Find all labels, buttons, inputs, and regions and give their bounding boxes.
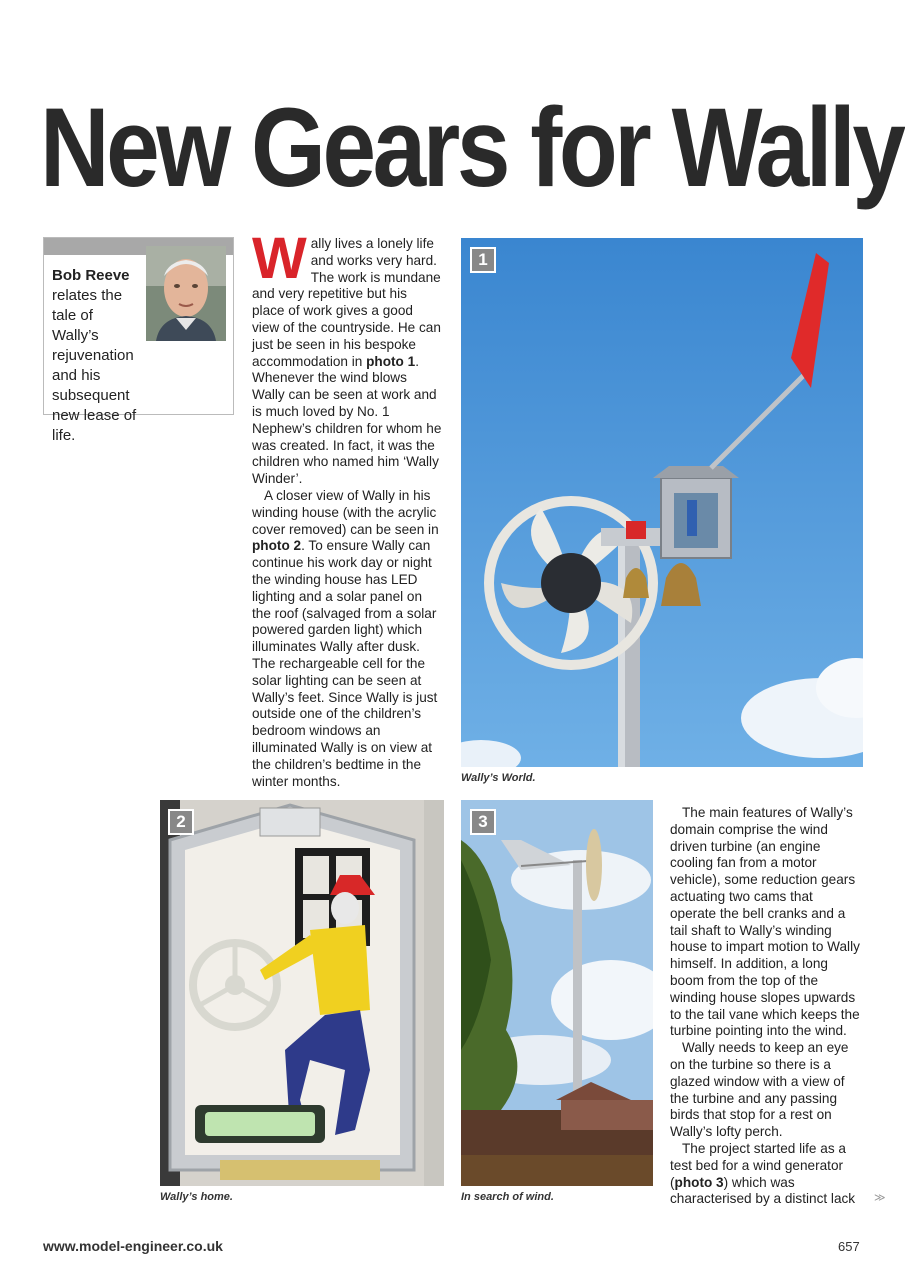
photo-1 bbox=[461, 238, 863, 767]
photo-1-caption: Wally’s World. bbox=[461, 772, 536, 784]
headline: New Gears for Wally bbox=[40, 85, 903, 210]
footer-url: www.model-engineer.co.uk bbox=[43, 1238, 223, 1254]
paragraph-2-text-a: A closer view of Wally in his winding house (with the acrylic cover removed) can be seen in bbox=[252, 487, 439, 537]
paragraph-1-text-b: . Whenever the wind blows Wally can be seen at work and is much loved by No. 1 Nephew’s children for whom he was created. In fact, it was the children who named him ‘Wally Winder’. bbox=[252, 353, 442, 487]
continue-arrow-icon: ≫ bbox=[874, 1192, 886, 1204]
paragraph-5-text-a: The project started life as a test bed for a wind generator ( bbox=[670, 1140, 846, 1190]
photo-3-number-badge: 3 bbox=[470, 809, 496, 835]
photo-3 bbox=[461, 800, 653, 1186]
photo-1-ref: photo 1 bbox=[366, 353, 416, 369]
paragraph-3: The main features of Wally’s domain comprise the wind driven turbine (an engine cooling fan from a motor vehicle), some reduction gears actuating two cams that operate the bell cranks and a tail shaft to Wally’s winding house to impart motion to Wally himself. In addition, a long boom from the top of the winding house slopes upwards to the tail vane which keeps the turbine pointing into the wind. bbox=[670, 805, 860, 1039]
author-name: Bob Reeve bbox=[52, 267, 130, 284]
photo-2 bbox=[160, 800, 444, 1186]
article-column-1 bbox=[252, 226, 442, 790]
photo-2-number-badge: 2 bbox=[168, 809, 194, 835]
dropcap: W bbox=[252, 226, 307, 291]
paragraph-5-text-b: ) which was characterised by a distinct lack bbox=[670, 1174, 856, 1207]
photo-3-caption: In search of wind. bbox=[461, 1191, 554, 1203]
paragraph-4: Wally needs to keep an eye on the turbine so there is a glazed window with a view of the turbine and any passing birds that stop for a rest on Wally’s lofty perch. bbox=[670, 1040, 849, 1140]
photo-3-ref: photo 3 bbox=[674, 1174, 724, 1190]
photo-1-number-badge: 1 bbox=[470, 247, 496, 273]
article-column-3 bbox=[670, 805, 862, 1208]
author-text bbox=[52, 266, 222, 446]
paragraph-2 bbox=[252, 488, 442, 790]
page-number: 657 bbox=[838, 1239, 860, 1254]
author-intro: relates the tale of Wally’s rejuvenation and his subsequent new lease of life. bbox=[52, 287, 137, 444]
author-box bbox=[43, 237, 234, 444]
photo-2-caption: Wally’s home. bbox=[160, 1191, 233, 1203]
paragraph-5 bbox=[670, 1141, 862, 1208]
paragraph-1 bbox=[252, 226, 442, 488]
paragraph-1-text-a: ally lives a lonely life and works very hard. The work is mundane and very repetitive but his place of work gives a good view of the countryside. He can just be seen in his bespoke accommodation in bbox=[252, 236, 441, 369]
photo-2-ref: photo 2 bbox=[252, 538, 302, 554]
paragraph-2-text-b: . To ensure Wally can continue his work day or night the winding house has LED lighting and a solar panel on the roof (salvaged from a solar powered garden light) which illuminates Wally after dusk. The rechargeable cell for the solar lighting can be seen at Wally’s feet. Since Wally is just outside one of the children’s bedroom windows an illuminated Wally is on view at the children’s bedtime in the winter months. bbox=[252, 538, 438, 789]
